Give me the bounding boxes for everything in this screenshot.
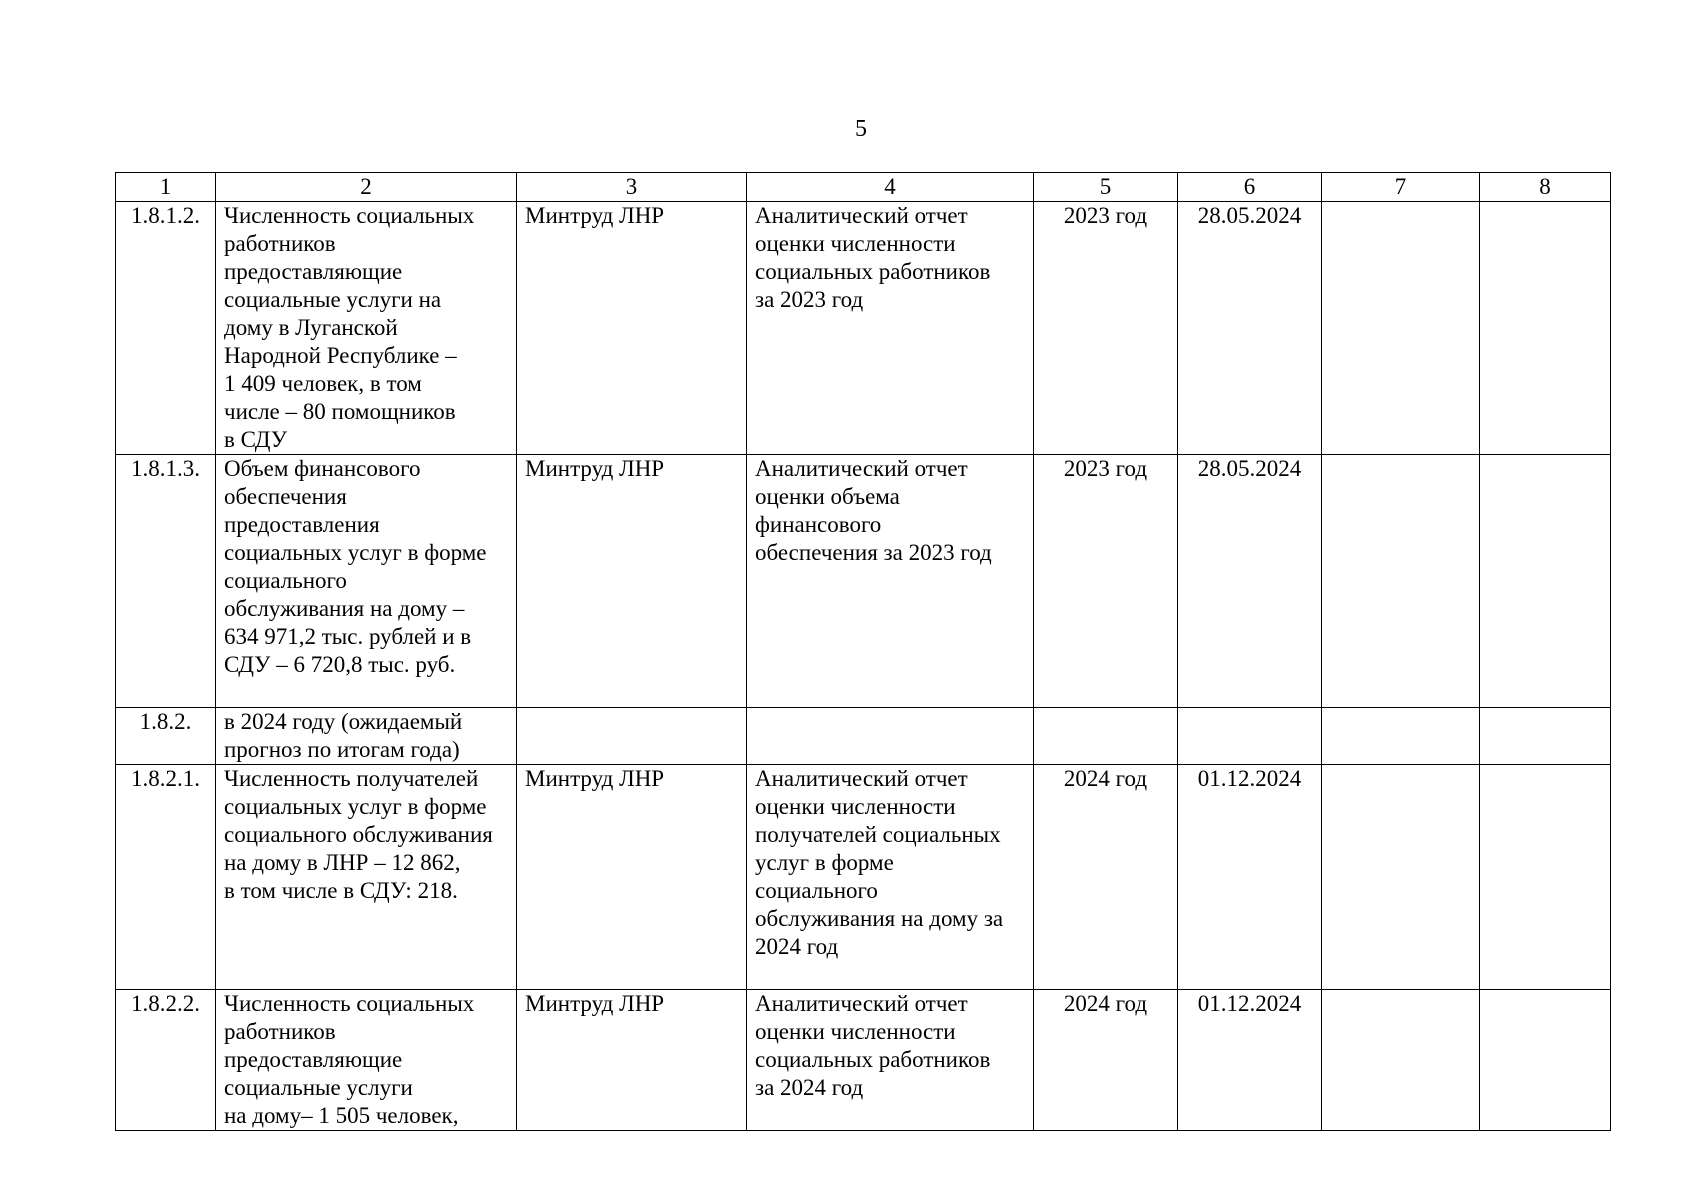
row-responsible-cell: Минтруд ЛНР (517, 455, 747, 708)
row-period-cell: 2024 год (1034, 990, 1178, 1131)
row-number-cell: 1.8.1.2. (116, 202, 216, 455)
table-row (116, 202, 1611, 455)
row-number-cell: 1.8.2.2. (116, 990, 216, 1131)
row-period-cell: 2024 год (1034, 765, 1178, 990)
column-header: 1 (116, 173, 216, 202)
row-document-cell: Аналитический отчет оценки объема финансового обеспечения за 2023 год (747, 455, 1034, 708)
row-date-cell: 28.05.2024 (1178, 455, 1322, 708)
row-description-cell: Численность социальных работников предоставляющие социальные услуги на дому– 1 505 человек, (216, 990, 517, 1131)
row-period-cell: 2023 год (1034, 202, 1178, 455)
row-responsible-cell: Минтруд ЛНР (517, 765, 747, 990)
row-col7-cell (1322, 765, 1480, 990)
row-date-cell: 01.12.2024 (1178, 990, 1322, 1131)
table-row (116, 990, 1611, 1131)
column-header: 7 (1322, 173, 1480, 202)
row-description-cell: Численность социальных работников предоставляющие социальные услуги на дому в Луганской Народной Республике – 1 409 человек, в том числе – 80 помощников в СДУ (216, 202, 517, 455)
column-header: 2 (216, 173, 517, 202)
row-period-cell (1034, 708, 1178, 765)
page-number: 5 (855, 116, 867, 142)
row-document-cell: Аналитический отчет оценки численности социальных работников за 2024 год (747, 990, 1034, 1131)
column-header: 3 (517, 173, 747, 202)
row-responsible-cell: Минтруд ЛНР (517, 990, 747, 1131)
column-header: 8 (1480, 173, 1611, 202)
row-col8-cell (1480, 765, 1611, 990)
row-description-cell: Объем финансового обеспечения предоставления социальных услуг в форме социального обслуживания на дому – 634 971,2 тыс. рублей и в СДУ – 6 720,8 тыс. руб. (216, 455, 517, 708)
row-date-cell: 01.12.2024 (1178, 765, 1322, 990)
row-number-cell: 1.8.1.3. (116, 455, 216, 708)
row-date-cell: 28.05.2024 (1178, 202, 1322, 455)
row-description-cell: Численность получателей социальных услуг в форме социального обслуживания на дому в ЛНР – 12 862, в том числе в СДУ: 218. (216, 765, 517, 990)
row-responsible-cell (517, 708, 747, 765)
row-col7-cell (1322, 708, 1480, 765)
row-date-cell (1178, 708, 1322, 765)
table-row (116, 708, 1611, 765)
row-number-cell: 1.8.2.1. (116, 765, 216, 990)
plan-table (115, 172, 1611, 1131)
row-col8-cell (1480, 990, 1611, 1131)
row-col8-cell (1480, 455, 1611, 708)
table-header-row (116, 173, 1611, 202)
column-header: 4 (747, 173, 1034, 202)
row-responsible-cell: Минтруд ЛНР (517, 202, 747, 455)
row-document-cell (747, 708, 1034, 765)
row-col7-cell (1322, 990, 1480, 1131)
column-header: 6 (1178, 173, 1322, 202)
row-document-cell: Аналитический отчет оценки численности получателей социальных услуг в форме социального обслуживания на дому за 2024 год (747, 765, 1034, 990)
row-document-cell: Аналитический отчет оценки численности социальных работников за 2023 год (747, 202, 1034, 455)
row-col8-cell (1480, 202, 1611, 455)
table-row (116, 765, 1611, 990)
row-col7-cell (1322, 202, 1480, 455)
row-description-cell: в 2024 году (ожидаемый прогноз по итогам года) (216, 708, 517, 765)
table-row (116, 455, 1611, 708)
column-header: 5 (1034, 173, 1178, 202)
row-col7-cell (1322, 455, 1480, 708)
row-number-cell: 1.8.2. (116, 708, 216, 765)
row-period-cell: 2023 год (1034, 455, 1178, 708)
row-col8-cell (1480, 708, 1611, 765)
